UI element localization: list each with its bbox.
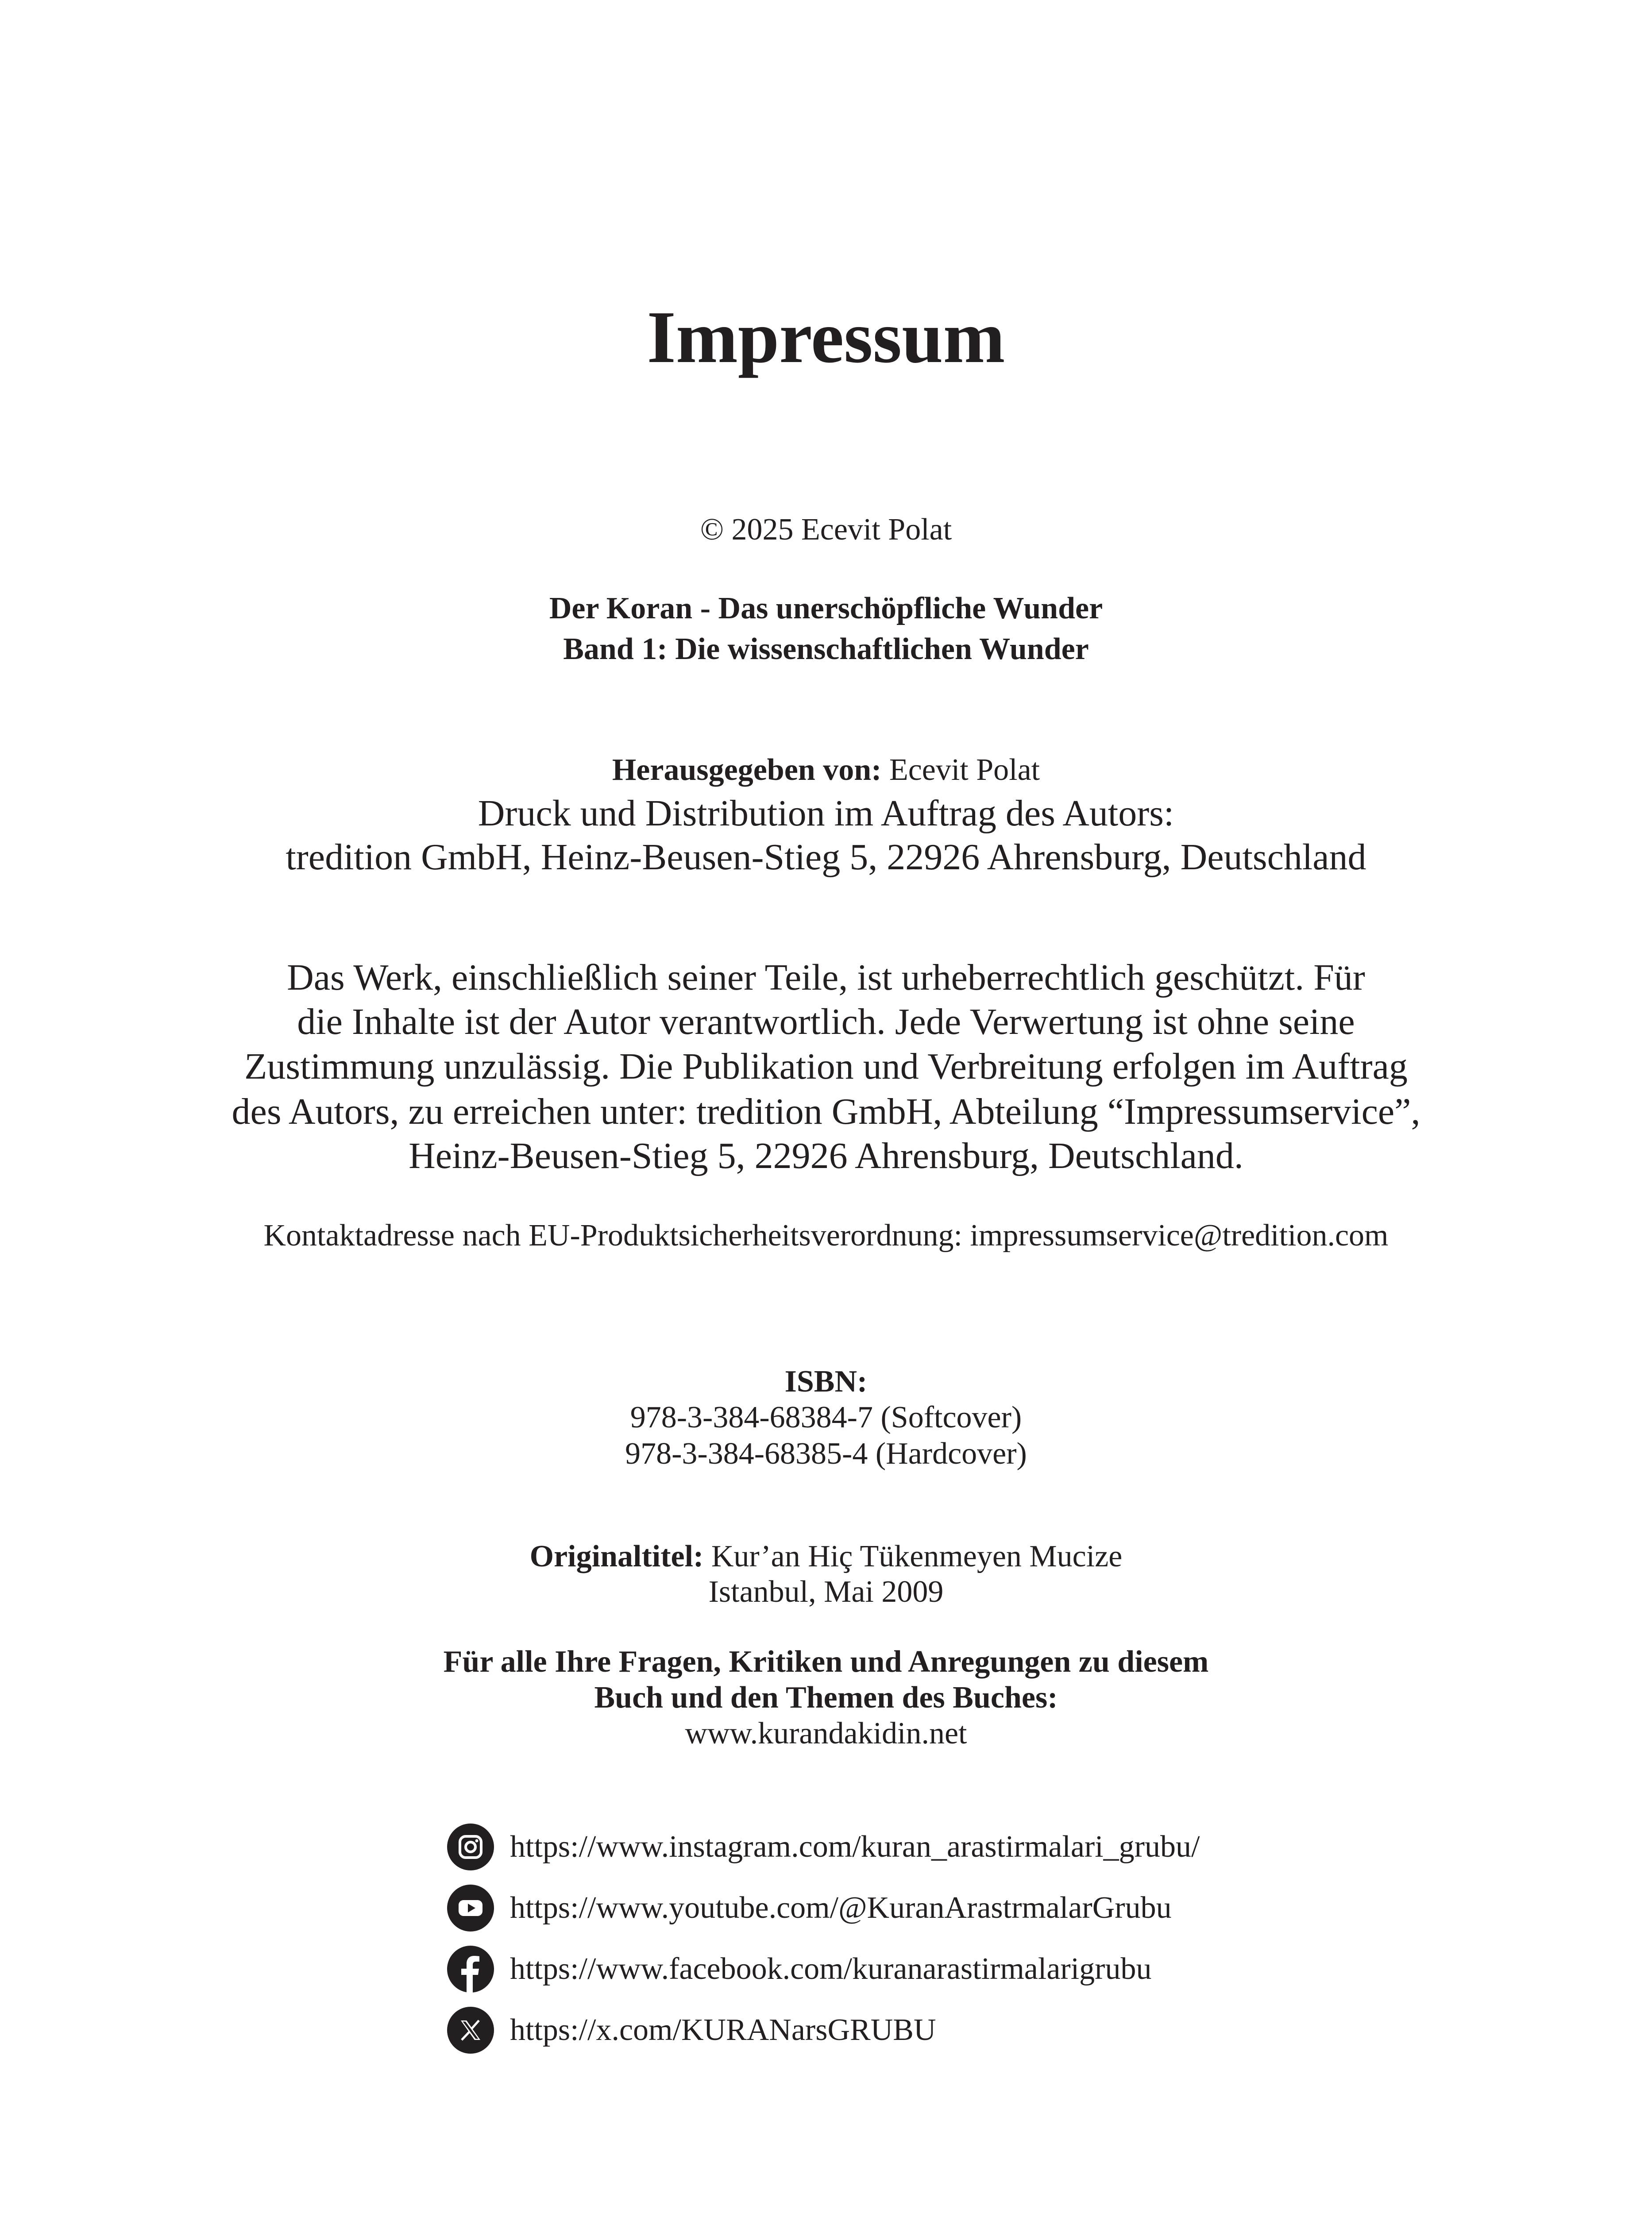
instagram-icon (447, 1824, 494, 1870)
print-distribution-line: Druck und Distribution im Auftrag des Autors: (478, 793, 1174, 834)
website-link[interactable]: www.kurandakidin.net (685, 1716, 967, 1750)
x-icon (447, 2007, 494, 2054)
original-title: Kur’an Hiç Tükenmeyen Mucize (703, 1539, 1123, 1573)
social-url[interactable]: https://www.instagram.com/kuran_arastirmalari_grubu/ (510, 1830, 1200, 1864)
print-address: tredition GmbH, Heinz-Beusen-Stieg 5, 22926 Ahrensburg, Deutschland (286, 837, 1366, 878)
copyright-notice-line: Zustimmung unzulässig. Die Publikation und Verbreitung erfolgen im Auftrag (244, 1046, 1408, 1087)
copyright-notice-line: die Inhalte ist der Autor verantwortlich. Jede Verwertung ist ohne seine (297, 1001, 1355, 1042)
facebook-icon (447, 1946, 494, 1993)
social-item-instagram[interactable] (447, 1824, 1200, 1870)
book-title: Der Koran - Das unerschöpfliche Wunder (549, 591, 1103, 625)
social-url[interactable]: https://www.facebook.com/kuranarastirmalarigrubu (510, 1952, 1152, 1986)
copyright-notice-line: Das Werk, einschließlich seiner Teile, ist urheberrechtlich geschützt. Für (287, 957, 1365, 998)
youtube-icon (447, 1885, 494, 1932)
page-title: Impressum (647, 296, 1005, 378)
isbn-label: ISBN: (784, 1365, 868, 1399)
questions-line-1: Für alle Ihre Fragen, Kritiken und Anregungen zu diesem (443, 1645, 1209, 1679)
copyright-line: © 2025 Ecevit Polat (700, 513, 952, 547)
copyright-notice-line: des Autors, zu erreichen unter: tredition GmbH, Abteilung “Impressumservice”, (232, 1091, 1420, 1132)
questions-line-2: Buch und den Themen des Buches: (594, 1681, 1058, 1715)
contact-address: Kontaktadresse nach EU-Produktsicherheitsverordnung: impressumservice@tredition.com (263, 1218, 1389, 1253)
isbn-hardcover: 978-3-384-68385-4 (Hardcover) (625, 1437, 1027, 1471)
social-item-facebook[interactable] (447, 1946, 1151, 1993)
social-url[interactable]: https://www.youtube.com/@KuranArastrmalarGrubu (510, 1891, 1172, 1925)
publisher-line (0, 755, 1652, 786)
social-item-x[interactable] (447, 2007, 936, 2054)
social-item-youtube[interactable] (447, 1885, 1172, 1932)
original-place-date: Istanbul, Mai 2009 (708, 1575, 944, 1609)
book-subtitle: Band 1: Die wissenschaftlichen Wunder (563, 632, 1089, 666)
social-url[interactable]: https://x.com/KURANarsGRUBU (510, 2013, 936, 2047)
original-title-line (0, 1541, 1652, 1572)
publisher-name: Ecevit Polat (881, 753, 1040, 787)
original-title-label: Originaltitel: (529, 1539, 704, 1573)
copyright-notice-line: Heinz-Beusen-Stieg 5, 22926 Ahrensburg, Deutschland. (409, 1135, 1243, 1176)
publisher-label: Herausgegeben von: (612, 753, 882, 787)
isbn-softcover: 978-3-384-68384-7 (Softcover) (630, 1400, 1022, 1434)
